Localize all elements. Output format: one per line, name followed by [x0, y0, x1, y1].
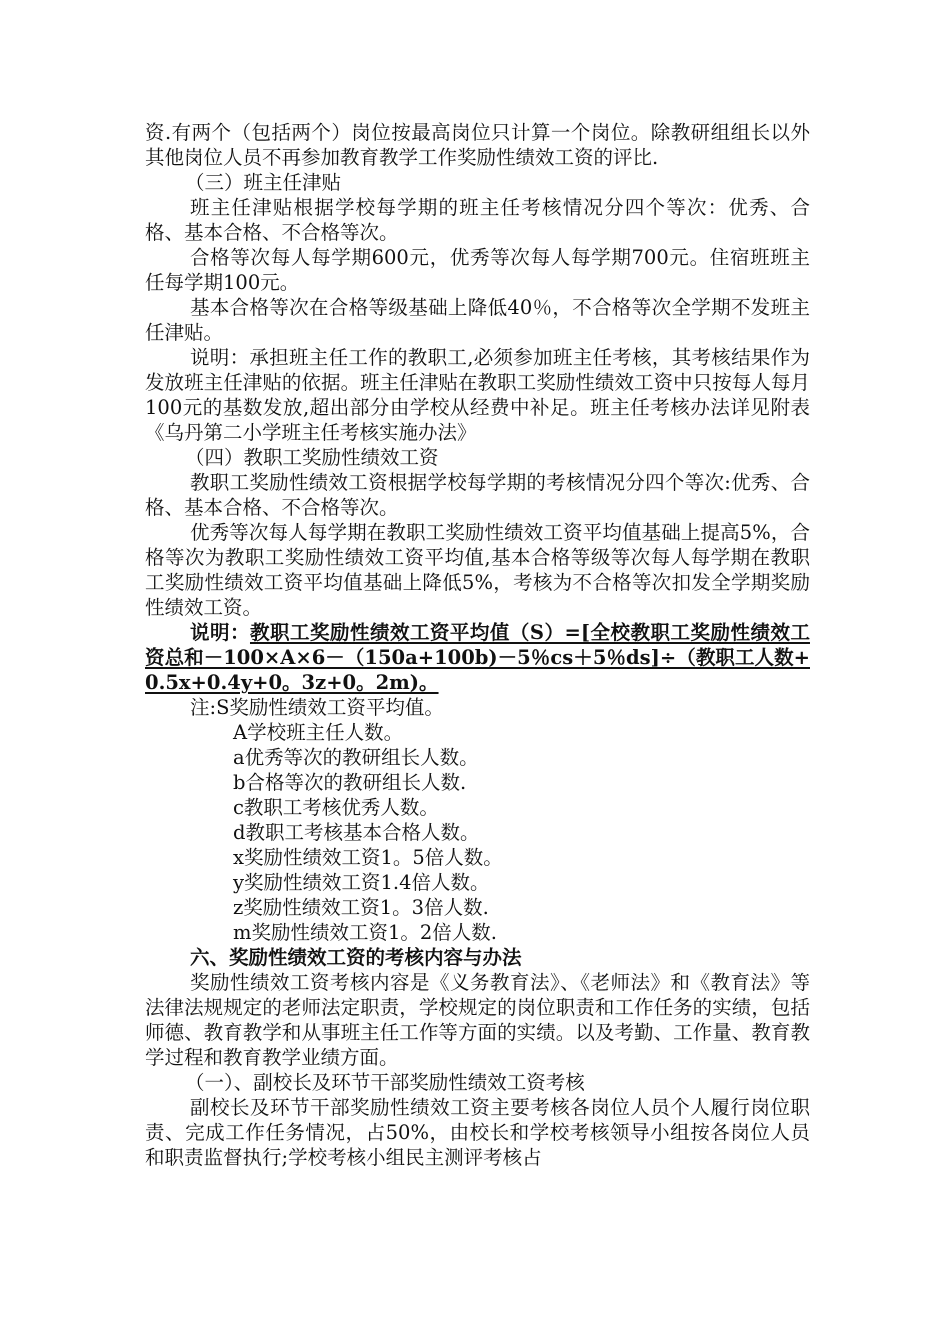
note-item: x奖励性绩效工资1。5倍人数。 [233, 846, 503, 869]
note-item: b合格等次的教研组长人数. [233, 771, 467, 794]
note-item: a优秀等次的教研组长人数。 [233, 746, 479, 769]
document-page [145, 120, 810, 1170]
paragraph-allowance-reduction: 基本合格等次在合格等级基础上降低40％，不合格等次全学期不发班主任津贴。 [145, 296, 810, 344]
section-six-heading: 六、奖励性绩效工资的考核内容与办法 [190, 946, 522, 969]
variable-notes-list [145, 720, 810, 945]
paragraph-performance-amounts: 优秀等次每人每学期在教职工奖励性绩效工资平均值基础上提高5%，合格等次为教职工奖励性绩效工资平均值,基本合格等级等次每人每学期在教职工奖励性绩效工资平均值基础上降低5%，考核为不合格等次扣发全学期奖励性绩效工资。 [145, 521, 810, 619]
heading-class-teacher-allowance: （三）班主任津贴 [185, 171, 342, 194]
paragraph-vice-principal-assessment: 副校长及环节干部奖励性绩效工资主要考核各岗位人员个人履行岗位职责、完成工作任务情况，占50%，由校长和学校考核领导小组按各岗位人员和职责监督执行;学校考核小组民主测评考核占 [145, 1096, 810, 1169]
note-item: m奖励性绩效工资1。2倍人数. [233, 921, 498, 944]
note-item: c教职工考核优秀人数。 [233, 796, 439, 819]
note-item: A学校班主任人数。 [233, 721, 404, 744]
note-item: y奖励性绩效工资1.4倍人数。 [233, 871, 490, 894]
note-intro: 注:S奖励性绩效工资平均值。 [190, 696, 444, 719]
paragraph-performance-grades: 教职工奖励性绩效工资根据学校每学期的考核情况分四个等次:优秀、合格、基本合格、不合格等次。 [145, 471, 810, 519]
paragraph-allowance-explanation: 说明：承担班主任工作的教职工,必须参加班主任考核，其考核结果作为发放班主任津贴的依据。班主任津贴在教职工奖励性绩效工资中只按每人每月100元的基数发放,超出部分由学校从经费中补足。班主任考核办法详见附表《乌丹第二小学班主任考核实施办法》 [145, 346, 810, 444]
heading-staff-performance-pay: （四）教职工奖励性绩效工资 [185, 446, 439, 469]
paragraph-positions-rule: 资.有两个（包括两个）岗位按最高岗位只计算一个岗位。除教研组组长以外其他岗位人员不再参加教育教学工作奖励性绩效工资的评比. [145, 121, 810, 169]
paragraph-allowance-grades: 班主任津贴根据学校每学期的班主任考核情况分四个等次：优秀、合格、基本合格、不合格等次。 [145, 196, 810, 244]
note-item: d教职工考核基本合格人数。 [233, 821, 480, 844]
formula-label: 说明： [190, 621, 250, 644]
note-item: z奖励性绩效工资1。3倍人数. [233, 896, 489, 919]
heading-vice-principal-assessment: （一）、副校长及环节干部奖励性绩效工资考核 [185, 1071, 585, 1094]
paragraph-assessment-content: 奖励性绩效工资考核内容是《义务教育法》、《老师法》和《教育法》等法律法规规定的老师法定职责，学校规定的岗位职责和工作任务的实绩，包括师德、教育教学和从事班主任工作等方面的实绩。以及考勤、工作量、教育教学过程和教育教学业绩方面。 [145, 971, 810, 1069]
formula-text: 教职工奖励性绩效工资平均值（S）=[全校教职工奖励性绩效工资总和－100×A×6－（150a+100b)－5％cs＋5％ds]÷（教职工人数+0.5x+0.4y+0。3z+0。2m)。 [145, 621, 810, 694]
formula-paragraph [145, 620, 810, 695]
paragraph-allowance-amounts: 合格等次每人每学期600元，优秀等次每人每学期700元。住宿班班主任每学期100元。 [145, 246, 810, 294]
